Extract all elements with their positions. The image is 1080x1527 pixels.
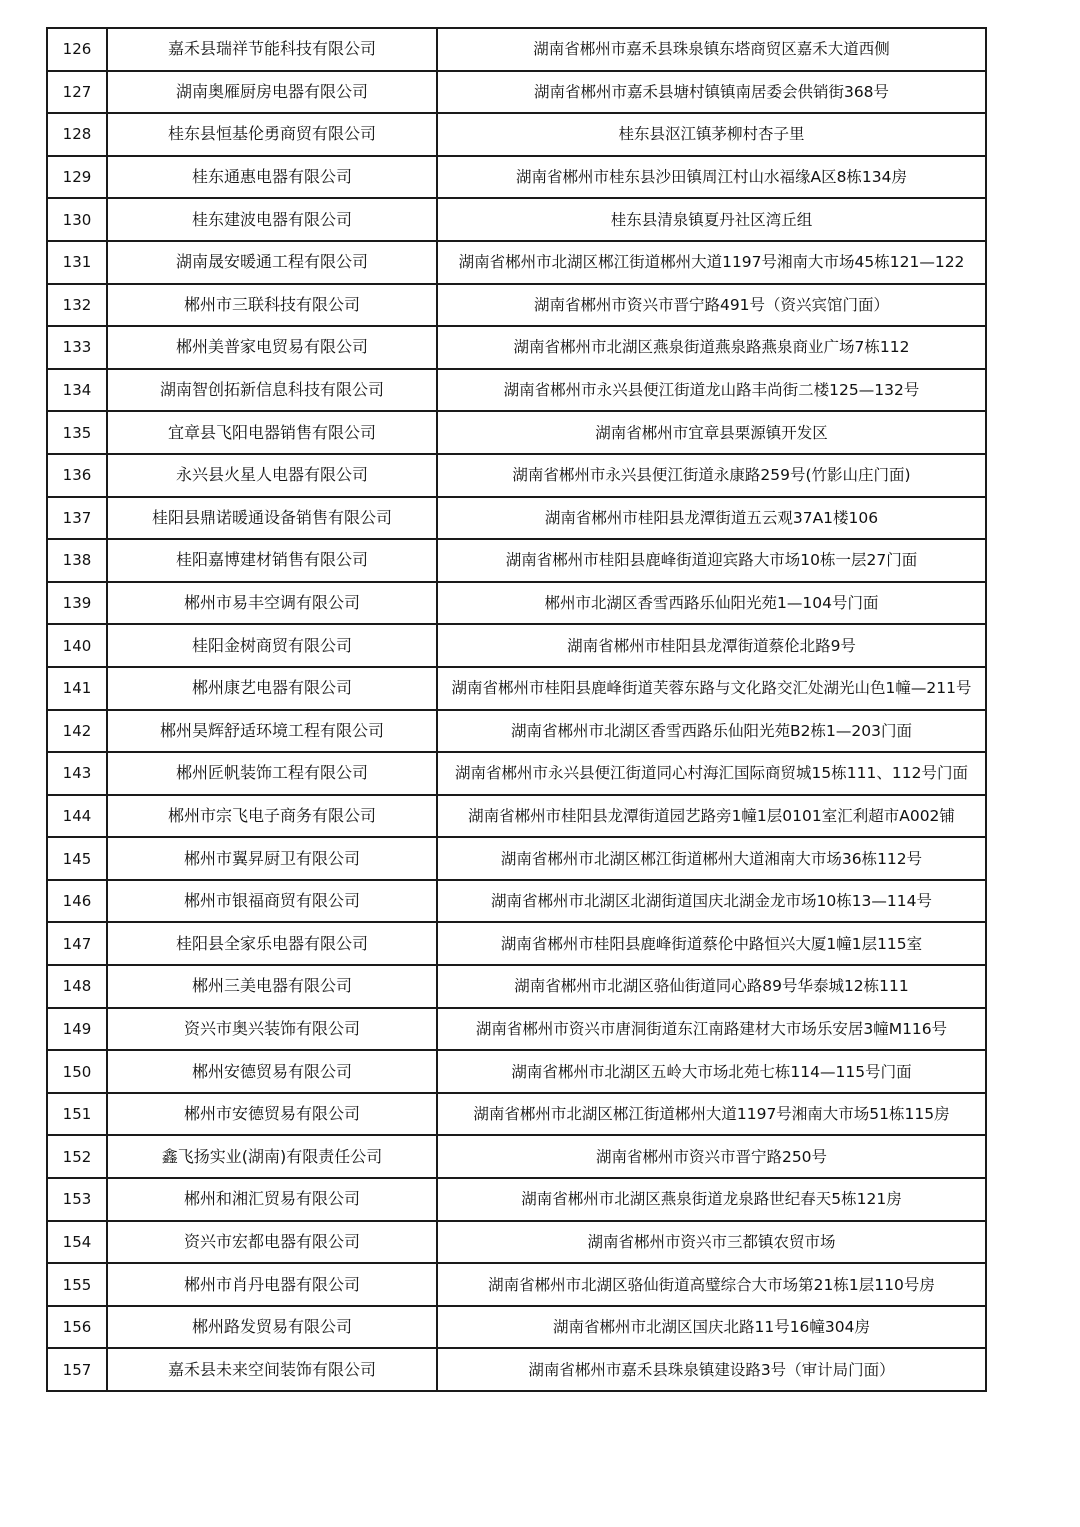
- company-name: 郴州安德贸易有限公司: [107, 1050, 437, 1093]
- table-row: [47, 1348, 986, 1391]
- table-row: [47, 1050, 986, 1093]
- table-row: [47, 837, 986, 880]
- company-address: 湖南省郴州市北湖区郴江街道郴州大道湘南大市场36栋112号: [437, 837, 986, 880]
- company-name: 郴州市易丰空调有限公司: [107, 582, 437, 625]
- row-number: 144: [47, 795, 107, 838]
- company-name: 永兴县火星人电器有限公司: [107, 454, 437, 497]
- company-name: 资兴市奥兴装饰有限公司: [107, 1008, 437, 1051]
- company-address: 湖南省郴州市北湖区郴江街道郴州大道1197号湘南大市场45栋121—122: [437, 241, 986, 284]
- row-number: 147: [47, 922, 107, 965]
- table-row: [47, 667, 986, 710]
- row-number: 143: [47, 752, 107, 795]
- table-row: [47, 284, 986, 327]
- company-address: 湖南省郴州市北湖区骆仙街道高璧综合大市场第21栋1层110号房: [437, 1263, 986, 1306]
- company-name: 桂东通惠电器有限公司: [107, 156, 437, 199]
- company-address: 湖南省郴州市嘉禾县珠泉镇东塔商贸区嘉禾大道西侧: [437, 28, 986, 71]
- table-row: [47, 369, 986, 412]
- table-row: [47, 71, 986, 114]
- company-address: 湖南省郴州市北湖区燕泉街道燕泉路燕泉商业广场7栋112: [437, 326, 986, 369]
- table-row: [47, 710, 986, 753]
- table-row: [47, 795, 986, 838]
- table-row: [47, 1008, 986, 1051]
- company-name: 桂阳金树商贸有限公司: [107, 624, 437, 667]
- company-name: 湖南奥雁厨房电器有限公司: [107, 71, 437, 114]
- company-name: 湖南智创拓新信息科技有限公司: [107, 369, 437, 412]
- company-name: 桂阳县鼎诺暖通设备销售有限公司: [107, 497, 437, 540]
- table-row: [47, 198, 986, 241]
- row-number: 142: [47, 710, 107, 753]
- company-name: 郴州和湘汇贸易有限公司: [107, 1178, 437, 1221]
- company-name: 湖南晟安暖通工程有限公司: [107, 241, 437, 284]
- table-row: [47, 326, 986, 369]
- company-name: 桂东县恒基伦勇商贸有限公司: [107, 113, 437, 156]
- company-address: 湖南省郴州市桂阳县鹿峰街道蔡伦中路恒兴大厦1幢1层115室: [437, 922, 986, 965]
- row-number: 146: [47, 880, 107, 923]
- row-number: 150: [47, 1050, 107, 1093]
- row-number: 154: [47, 1221, 107, 1264]
- row-number: 156: [47, 1306, 107, 1349]
- company-address: 湖南省郴州市北湖区五岭大市场北苑七栋114—115号门面: [437, 1050, 986, 1093]
- table-row: [47, 113, 986, 156]
- company-address: 湖南省郴州市资兴市三都镇农贸市场: [437, 1221, 986, 1264]
- row-number: 155: [47, 1263, 107, 1306]
- company-name: 郴州市肖丹电器有限公司: [107, 1263, 437, 1306]
- company-address: 湖南省郴州市北湖区国庆北路11号16幢304房: [437, 1306, 986, 1349]
- company-name: 郴州美普家电贸易有限公司: [107, 326, 437, 369]
- company-address: 湖南省郴州市资兴市唐洞街道东江南路建材大市场乐安居3幢M116号: [437, 1008, 986, 1051]
- company-address: 桂东县沤江镇茅柳村杏子里: [437, 113, 986, 156]
- row-number: 130: [47, 198, 107, 241]
- table-row: [47, 497, 986, 540]
- row-number: 145: [47, 837, 107, 880]
- company-name: 郴州路发贸易有限公司: [107, 1306, 437, 1349]
- row-number: 127: [47, 71, 107, 114]
- company-address: 湖南省郴州市桂阳县鹿峰街道芙蓉东路与文化路交汇处湖光山色1幢—211号: [437, 667, 986, 710]
- company-name: 郴州市银福商贸有限公司: [107, 880, 437, 923]
- company-name: 郴州市宗飞电子商务有限公司: [107, 795, 437, 838]
- company-address: 湖南省郴州市北湖区骆仙街道同心路89号华泰城12栋111: [437, 965, 986, 1008]
- company-name: 桂东建波电器有限公司: [107, 198, 437, 241]
- table-row: [47, 752, 986, 795]
- company-address: 湖南省郴州市北湖区郴江街道郴州大道1197号湘南大市场51栋115房: [437, 1093, 986, 1136]
- row-number: 137: [47, 497, 107, 540]
- company-address: 湖南省郴州市桂东县沙田镇周江村山水福缘A区8栋134房: [437, 156, 986, 199]
- table-row: [47, 1263, 986, 1306]
- table-row: [47, 582, 986, 625]
- company-name: 嘉禾县瑞祥节能科技有限公司: [107, 28, 437, 71]
- row-number: 132: [47, 284, 107, 327]
- registry-table-body: [47, 28, 986, 1391]
- company-name: 鑫飞扬实业(湖南)有限责任公司: [107, 1135, 437, 1178]
- table-row: [47, 922, 986, 965]
- company-address: 湖南省郴州市宜章县栗源镇开发区: [437, 411, 986, 454]
- table-row: [47, 880, 986, 923]
- table-row: [47, 411, 986, 454]
- row-number: 134: [47, 369, 107, 412]
- row-number: 126: [47, 28, 107, 71]
- table-row: [47, 454, 986, 497]
- company-name: 郴州康艺电器有限公司: [107, 667, 437, 710]
- table-row: [47, 28, 986, 71]
- row-number: 151: [47, 1093, 107, 1136]
- row-number: 133: [47, 326, 107, 369]
- company-address: 湖南省郴州市北湖区燕泉街道龙泉路世纪春天5栋121房: [437, 1178, 986, 1221]
- company-address: 湖南省郴州市北湖区香雪西路乐仙阳光苑B2栋1—203门面: [437, 710, 986, 753]
- table-row: [47, 965, 986, 1008]
- company-address: 湖南省郴州市永兴县便江街道永康路259号(竹影山庄门面): [437, 454, 986, 497]
- row-number: 152: [47, 1135, 107, 1178]
- company-name: 郴州匠帆装饰工程有限公司: [107, 752, 437, 795]
- row-number: 138: [47, 539, 107, 582]
- table-row: [47, 1135, 986, 1178]
- company-address: 湖南省郴州市嘉禾县塘村镇镇南居委会供销街368号: [437, 71, 986, 114]
- table-row: [47, 156, 986, 199]
- row-number: 129: [47, 156, 107, 199]
- table-row: [47, 1178, 986, 1221]
- row-number: 148: [47, 965, 107, 1008]
- table-row: [47, 539, 986, 582]
- table-row: [47, 1093, 986, 1136]
- company-address: 郴州市北湖区香雪西路乐仙阳光苑1—104号门面: [437, 582, 986, 625]
- row-number: 140: [47, 624, 107, 667]
- table-row: [47, 241, 986, 284]
- row-number: 157: [47, 1348, 107, 1391]
- row-number: 131: [47, 241, 107, 284]
- row-number: 139: [47, 582, 107, 625]
- row-number: 135: [47, 411, 107, 454]
- table-row: [47, 624, 986, 667]
- table-row: [47, 1306, 986, 1349]
- company-address: 湖南省郴州市北湖区北湖街道国庆北湖金龙市场10栋13—114号: [437, 880, 986, 923]
- row-number: 128: [47, 113, 107, 156]
- row-number: 136: [47, 454, 107, 497]
- company-name: 郴州三美电器有限公司: [107, 965, 437, 1008]
- row-number: 149: [47, 1008, 107, 1051]
- company-name: 嘉禾县未来空间装饰有限公司: [107, 1348, 437, 1391]
- company-address: 湖南省郴州市桂阳县龙潭街道五云观37A1楼106: [437, 497, 986, 540]
- company-address: 桂东县清泉镇夏丹社区湾丘组: [437, 198, 986, 241]
- company-name: 桂阳嘉博建材销售有限公司: [107, 539, 437, 582]
- company-address: 湖南省郴州市资兴市晋宁路250号: [437, 1135, 986, 1178]
- company-address: 湖南省郴州市资兴市晋宁路491号（资兴宾馆门面）: [437, 284, 986, 327]
- company-address: 湖南省郴州市桂阳县龙潭街道园艺路旁1幢1层0101室汇利超市A002铺: [437, 795, 986, 838]
- company-registry-table: [46, 27, 987, 1392]
- company-name: 桂阳县全家乐电器有限公司: [107, 922, 437, 965]
- company-address: 湖南省郴州市永兴县便江街道同心村海汇国际商贸城15栋111、112号门面: [437, 752, 986, 795]
- table-row: [47, 1221, 986, 1264]
- company-address: 湖南省郴州市永兴县便江街道龙山路丰尚街二楼125—132号: [437, 369, 986, 412]
- company-address: 湖南省郴州市桂阳县龙潭街道蔡伦北路9号: [437, 624, 986, 667]
- row-number: 141: [47, 667, 107, 710]
- company-address: 湖南省郴州市桂阳县鹿峰街道迎宾路大市场10栋一层27门面: [437, 539, 986, 582]
- company-name: 郴州昊辉舒适环境工程有限公司: [107, 710, 437, 753]
- company-address: 湖南省郴州市嘉禾县珠泉镇建设路3号（审计局门面）: [437, 1348, 986, 1391]
- row-number: 153: [47, 1178, 107, 1221]
- company-name: 宜章县飞阳电器销售有限公司: [107, 411, 437, 454]
- company-name: 郴州市安德贸易有限公司: [107, 1093, 437, 1136]
- company-name: 资兴市宏都电器有限公司: [107, 1221, 437, 1264]
- company-name: 郴州市翼昇厨卫有限公司: [107, 837, 437, 880]
- company-name: 郴州市三联科技有限公司: [107, 284, 437, 327]
